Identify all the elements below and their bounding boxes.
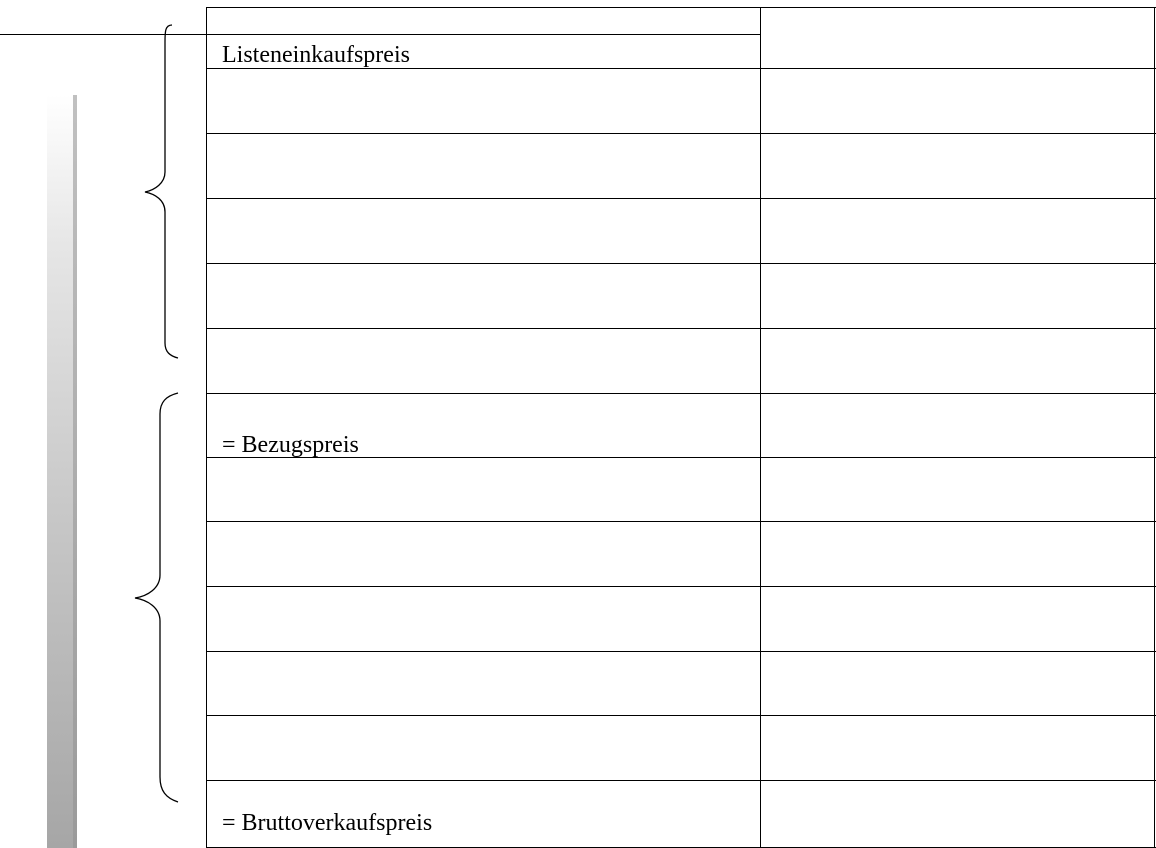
row-border	[206, 7, 1156, 8]
gradient-side-bar-edge	[73, 95, 77, 848]
row-border	[206, 393, 1156, 394]
top-rule	[0, 34, 208, 35]
row-border	[206, 328, 1156, 329]
cell-label-bezugspreis: = Bezugspreis	[222, 432, 359, 458]
row-border	[206, 586, 1156, 587]
row-border	[206, 34, 760, 35]
calculation-table	[206, 7, 1156, 848]
cell-label-bruttoverkaufspreis: = Bruttoverkaufspreis	[222, 810, 433, 836]
lower-curly-brace	[135, 393, 178, 802]
row-border	[206, 198, 1156, 199]
upper-curly-brace	[145, 25, 178, 358]
row-border	[206, 68, 1156, 69]
row-border	[206, 521, 1156, 522]
brace-graphic	[0, 0, 210, 848]
row-border	[206, 133, 1156, 134]
row-border	[206, 715, 1156, 716]
row-border	[206, 263, 1156, 264]
row-border	[206, 651, 1156, 652]
cell-label-listeneinkaufspreis: Listeneinkaufspreis	[222, 42, 410, 68]
row-border	[206, 780, 1156, 781]
